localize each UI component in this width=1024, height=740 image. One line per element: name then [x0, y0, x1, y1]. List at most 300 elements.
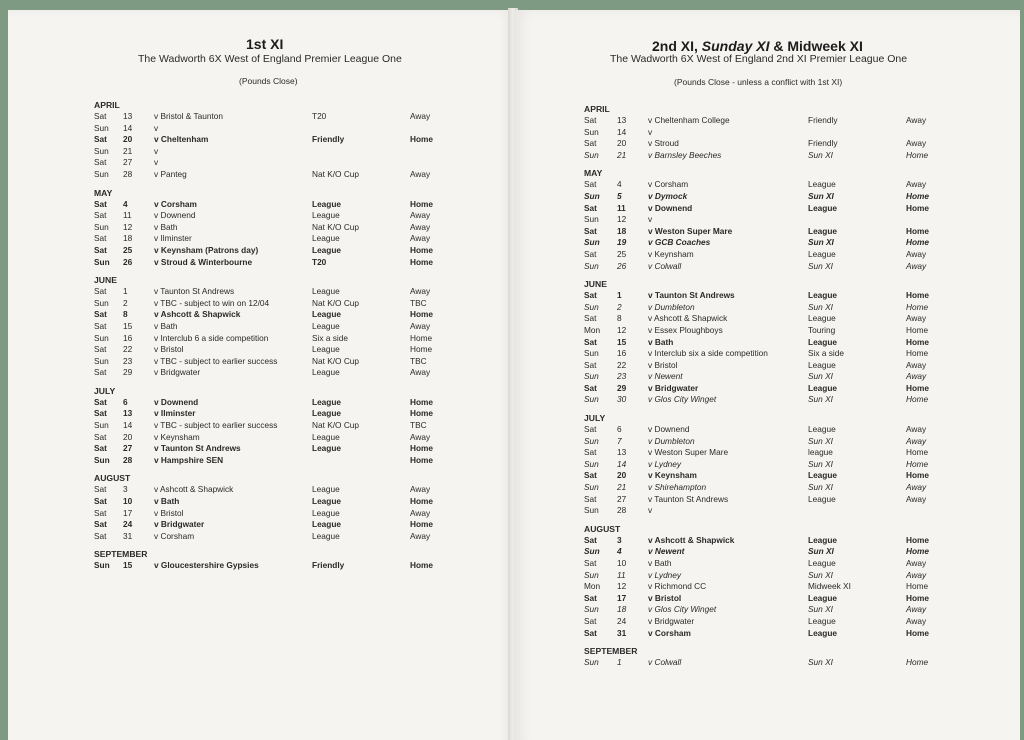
fixture-date: 18 — [617, 604, 627, 615]
fixture-venue: Home — [410, 309, 434, 320]
fixture-date: 11 — [617, 202, 626, 213]
fixture-venue: Home — [906, 592, 930, 603]
fixture-date: 24 — [123, 519, 133, 530]
fixture-date: 18 — [123, 233, 133, 244]
fixture-type: League — [808, 615, 836, 626]
fixture-row — [584, 290, 994, 302]
fixture-day: Sun — [584, 482, 599, 493]
fixture-date: 7 — [617, 435, 622, 446]
fixture-type: League — [808, 627, 838, 638]
fixture-opponent: v Bristol & Taunton — [154, 111, 224, 121]
fixture-opponent: v Gloucestershire Gypsies — [154, 560, 259, 571]
fixture-day: Sat — [584, 534, 597, 545]
fixture-day: Sun — [584, 604, 599, 615]
fixture-date: 27 — [123, 157, 133, 168]
fixture-type: Friendly — [312, 560, 345, 571]
fixture-row — [584, 436, 994, 448]
fixture-venue: Away — [906, 371, 927, 382]
first-xi-fixtures — [94, 100, 494, 572]
fixture-venue: Home — [410, 256, 434, 267]
fixture-date: 20 — [617, 138, 627, 149]
fixture-day: Sat — [584, 558, 597, 568]
fixture-opponent: v Bridgwater — [154, 519, 205, 530]
fixture-date: 30 — [617, 394, 627, 405]
fixture-row — [584, 628, 994, 640]
fixture-opponent: v Taunton St Andrews — [154, 443, 241, 454]
fixture-day: Sat — [584, 424, 597, 435]
fixture-opponent: v Bristol — [648, 359, 678, 370]
fixture-day: Sun — [584, 505, 599, 516]
fixture-row — [94, 496, 494, 508]
fixture-venue: Away — [906, 615, 927, 626]
fixture-row — [94, 519, 494, 531]
fixture-row — [94, 199, 494, 211]
fixture-row — [584, 226, 994, 238]
fixture-day: Sat — [94, 443, 107, 454]
month-heading: JUNE — [584, 279, 607, 290]
fixture-venue: Home — [410, 496, 434, 507]
month-heading: JUNE — [94, 275, 117, 286]
fixture-opponent: v Ilminster — [154, 233, 192, 244]
fixture-opponent: v Dumbleton — [648, 435, 695, 446]
fixture-opponent: v — [154, 157, 159, 168]
fixture-row — [94, 309, 494, 321]
fixture-type: League — [808, 558, 836, 568]
fixture-type: Sun XI — [808, 190, 834, 201]
second-xi-title-part-a: 2nd XI, — [652, 38, 702, 54]
fixture-type: League — [808, 248, 836, 259]
fixture-row — [94, 157, 494, 169]
fixture-venue: Home — [906, 149, 929, 160]
fixture-row — [584, 581, 994, 593]
fixture-date: 13 — [123, 408, 133, 419]
month-heading: AUGUST — [94, 473, 131, 484]
fixture-date: 20 — [123, 431, 133, 442]
fixture-venue: Away — [906, 248, 927, 259]
fixture-row — [94, 432, 494, 444]
fixture-type: League — [312, 484, 340, 495]
fixture-row — [584, 138, 994, 150]
fixture-venue: Away — [906, 260, 927, 271]
fixture-day: Sat — [584, 627, 597, 638]
fixture-date: 6 — [617, 424, 622, 435]
fixture-type: League — [312, 431, 340, 442]
fixture-row — [584, 447, 994, 459]
fixture-opponent: v Bristol — [648, 592, 682, 603]
fixture-venue: Home — [410, 198, 434, 209]
fixture-day: Sat — [584, 592, 597, 603]
fixture-opponent: v Taunton St Andrews — [648, 493, 729, 504]
fixture-row — [584, 150, 994, 162]
fixture-row — [94, 233, 494, 245]
fixture-venue: Home — [906, 534, 930, 545]
fixture-type: Sun XI — [808, 435, 833, 446]
fixture-day: Sat — [584, 202, 597, 213]
fixture-day: Sun — [94, 221, 109, 232]
fixture-date: 20 — [123, 134, 133, 145]
fixture-venue: Home — [906, 225, 930, 236]
fixture-date: 29 — [617, 382, 627, 393]
fixture-opponent: v Bridgwater — [154, 367, 201, 378]
fixture-day: Sat — [584, 115, 597, 125]
fixture-row — [584, 459, 994, 471]
fixture-opponent: v Bath — [154, 221, 178, 232]
fixture-type: Sun XI — [808, 604, 833, 615]
fixture-type: Sun XI — [808, 371, 833, 382]
fixture-opponent: v — [648, 214, 653, 225]
fixture-type: League — [808, 336, 838, 347]
fixture-type: Nat K/O Cup — [312, 355, 360, 366]
fixture-type: League — [312, 530, 340, 541]
fixture-row — [94, 257, 494, 269]
fixture-venue: Away — [410, 530, 431, 541]
fixture-date: 16 — [617, 348, 627, 359]
first-xi-title: 1st XI — [246, 36, 284, 52]
fixture-day: Sun — [584, 435, 599, 446]
fixture-date: 25 — [617, 248, 627, 259]
fixture-day: Sun — [584, 348, 599, 359]
fixture-opponent: v Bath — [648, 336, 674, 347]
fixture-venue: Away — [906, 115, 927, 125]
fixture-row — [584, 203, 994, 215]
fixture-row — [94, 455, 494, 467]
fixture-opponent: v Corsham — [648, 179, 689, 190]
fixture-date: 12 — [617, 324, 627, 335]
fixture-venue: Home — [906, 202, 930, 213]
fixture-day: Sat — [94, 320, 107, 331]
fixture-type: Friendly — [808, 115, 838, 125]
fixture-opponent: v Shirehampton — [648, 482, 707, 493]
fixture-day: Sat — [94, 408, 107, 419]
fixture-venue: Away — [906, 359, 927, 370]
fixture-opponent: v Ashcott & Shapwick — [154, 309, 241, 320]
fixture-date: 28 — [123, 168, 133, 179]
fixture-venue: Home — [410, 560, 434, 571]
fixture-row — [584, 348, 994, 360]
fixture-day: Sat — [94, 344, 107, 355]
fixture-row — [94, 508, 494, 520]
fixture-day: Sun — [584, 190, 600, 201]
fixture-day: Sat — [584, 615, 597, 626]
fixture-day: Sun — [94, 420, 109, 431]
fixture-date: 22 — [617, 359, 627, 370]
month-heading: JULY — [94, 385, 116, 396]
fixture-type: Nat K/O Cup — [312, 168, 360, 179]
fixture-date: 19 — [617, 237, 627, 248]
fixture-venue: Home — [410, 244, 434, 255]
fixture-row — [584, 313, 994, 325]
fixture-day: Sun — [94, 332, 109, 343]
fixture-date: 21 — [123, 145, 133, 156]
fixture-day: Sun — [584, 301, 599, 312]
fixture-type: League — [808, 534, 838, 545]
fixture-opponent: v Keynsham — [648, 470, 697, 481]
fixture-date: 2 — [123, 297, 128, 308]
fixture-row — [584, 371, 994, 383]
fixture-type: League — [312, 496, 342, 507]
fixture-date: 31 — [123, 530, 133, 541]
fixture-venue: Away — [906, 313, 927, 324]
fixture-date: 13 — [617, 447, 627, 458]
fixture-type: League — [312, 244, 342, 255]
fixture-type: League — [312, 367, 340, 378]
fixture-opponent: v Downend — [648, 424, 690, 435]
fixture-opponent: v Keynsham — [154, 431, 200, 442]
fixture-venue: Away — [906, 569, 927, 580]
fixture-day: Sun — [94, 122, 109, 133]
fixture-type: Sun XI — [808, 394, 833, 405]
fixture-venue: Home — [906, 324, 929, 335]
fixture-date: 27 — [617, 493, 627, 504]
fixture-type: League — [312, 408, 342, 419]
fixture-day: Sat — [94, 396, 107, 407]
fixture-row — [94, 333, 494, 345]
fixture-row — [94, 397, 494, 409]
fixture-date: 4 — [123, 198, 128, 209]
fixture-date: 26 — [617, 260, 627, 271]
fixture-row — [94, 286, 494, 298]
fixture-opponent: v Keynsham — [648, 248, 694, 259]
fixture-type: Sun XI — [808, 260, 833, 271]
fixture-opponent: v Corsham — [648, 627, 691, 638]
fixture-row — [584, 494, 994, 506]
fixture-day: Sat — [584, 470, 597, 481]
fixture-venue: Away — [410, 221, 431, 232]
fixture-row — [584, 535, 994, 547]
fixture-row — [94, 222, 494, 234]
fixture-type: T20 — [312, 256, 327, 267]
fixture-venue: Away — [410, 168, 431, 179]
fixture-venue: Away — [410, 320, 431, 331]
fixture-day: Sun — [584, 458, 599, 469]
fixture-date: 8 — [617, 313, 622, 324]
fixture-date: 1 — [617, 290, 622, 301]
fixture-day: Sat — [584, 336, 597, 347]
fixture-opponent: v TBC - subject to win on 12/04 — [154, 297, 270, 308]
fixture-venue: Home — [410, 408, 434, 419]
fixture-opponent: v Bath — [648, 558, 672, 568]
fixture-date: 11 — [123, 210, 132, 221]
fixture-row — [94, 169, 494, 181]
second-xi-title-part-c: & Midweek XI — [769, 38, 863, 54]
fixture-row — [584, 657, 994, 669]
second-xi-league: The Wadworth 6X West of England 2nd XI Premier League One — [610, 53, 908, 65]
fixture-day: Sat — [584, 225, 597, 236]
fixture-day: Sat — [584, 290, 597, 301]
fixture-day: Sat — [94, 519, 107, 530]
fixture-venue: Home — [410, 454, 434, 465]
fixture-row — [584, 470, 994, 482]
fixture-day: Sat — [584, 248, 597, 259]
fixture-type: Sun XI — [808, 546, 834, 557]
fixture-venue: Away — [410, 233, 431, 244]
fixture-opponent: v Hampshire SEN — [154, 454, 224, 465]
fixture-row — [584, 115, 994, 127]
fixture-venue: Home — [410, 134, 434, 145]
fixture-date: 13 — [123, 111, 133, 121]
fixture-row — [94, 531, 494, 543]
fixture-type: Nat K/O Cup — [312, 420, 360, 431]
fixture-type: Touring — [808, 324, 836, 335]
fixture-opponent: v Ashcott & Shapwick — [154, 484, 234, 495]
fixture-day: Sun — [94, 560, 110, 571]
second-xi-fixtures — [584, 104, 994, 669]
fixture-date: 22 — [123, 344, 133, 355]
fixture-venue: Home — [906, 546, 930, 557]
fixture-venue: Away — [906, 604, 927, 615]
fixture-row — [584, 261, 994, 273]
month-heading: MAY — [584, 168, 603, 179]
fixture-day: Sun — [584, 569, 599, 580]
fixture-type: league — [808, 447, 833, 458]
fixture-type: Six a side — [808, 348, 844, 359]
fixture-opponent: v Glos City Winget — [648, 394, 717, 405]
fixture-row — [584, 360, 994, 372]
fixture-row — [94, 408, 494, 420]
fixture-venue: Away — [410, 484, 431, 495]
fixture-row — [584, 325, 994, 337]
fixture-venue: Away — [906, 424, 927, 435]
fixture-day: Sat — [584, 447, 597, 458]
month-heading: APRIL — [584, 104, 610, 114]
fixture-day: Mon — [584, 581, 601, 592]
fixture-row — [584, 505, 994, 517]
fixture-row — [94, 134, 494, 146]
fixture-day: Sat — [584, 138, 597, 149]
second-xi-title — [652, 38, 863, 54]
fixture-venue: Home — [906, 290, 930, 301]
fixture-type: League — [808, 290, 838, 301]
fixture-opponent: v Cheltenham — [154, 134, 209, 145]
fixture-date: 12 — [123, 221, 133, 232]
fixture-date: 17 — [617, 592, 627, 603]
fixture-type: League — [808, 424, 836, 435]
fixture-venue: TBC — [410, 297, 427, 308]
fixture-day: Sat — [94, 309, 107, 320]
fixture-venue: Home — [906, 336, 930, 347]
fixture-row — [584, 214, 994, 226]
fixture-row — [584, 570, 994, 582]
fixture-date: 13 — [617, 115, 627, 125]
fixture-day: Sun — [94, 168, 109, 179]
fixture-opponent: v Interclub six a side competition — [648, 348, 768, 359]
fixture-row — [94, 344, 494, 356]
fixture-opponent: v Downend — [648, 202, 693, 213]
fixture-type: League — [808, 359, 836, 370]
fixture-day: Sat — [94, 286, 107, 297]
fixture-date: 18 — [617, 225, 627, 236]
fixture-date: 28 — [123, 454, 133, 465]
fixture-opponent: v Taunton St Andrews — [154, 286, 235, 297]
fixture-opponent: v Ashcott & Shapwick — [648, 313, 728, 324]
fixture-row — [584, 558, 994, 570]
fixture-type: League — [808, 470, 838, 481]
fixture-type: Nat K/O Cup — [312, 221, 360, 232]
fixture-venue: Away — [410, 286, 431, 297]
fixture-day: Sat — [94, 431, 107, 442]
fixture-venue: Home — [410, 396, 434, 407]
fixture-row — [94, 146, 494, 158]
fixture-row — [94, 210, 494, 222]
fixture-type: League — [312, 320, 340, 331]
fixture-opponent: v Cheltenham College — [648, 115, 730, 125]
fixture-type: League — [808, 225, 838, 236]
fixture-row — [584, 604, 994, 616]
fixture-day: Sat — [584, 359, 597, 370]
fixture-opponent: v TBC - subject to earlier success — [154, 355, 278, 366]
fixture-date: 17 — [123, 507, 133, 518]
fixture-type: Midweek XI — [808, 581, 851, 592]
fixture-opponent: v Stroud & Winterbourne — [154, 256, 253, 267]
fixture-venue: Home — [906, 382, 930, 393]
fixture-day: Sat — [584, 313, 597, 324]
month-heading: JULY — [584, 413, 606, 424]
fixture-date: 5 — [617, 190, 622, 201]
fixture-date: 1 — [123, 286, 128, 297]
fixture-row — [94, 111, 494, 123]
fixture-venue: Home — [906, 348, 929, 359]
fixture-type: League — [808, 592, 838, 603]
fixture-row — [584, 482, 994, 494]
fixture-opponent: v Lydney — [648, 569, 682, 580]
fixture-day: Sat — [94, 530, 107, 541]
fixture-opponent: v Essex Ploughboys — [648, 324, 723, 335]
fixture-venue: Away — [410, 111, 431, 121]
fixture-opponent: v Bath — [154, 496, 180, 507]
fixture-date: 3 — [123, 484, 128, 495]
fixture-type: League — [808, 313, 836, 324]
fixture-type: League — [312, 507, 340, 518]
fixture-day: Sun — [584, 126, 599, 137]
fixture-type: Sun XI — [808, 237, 834, 248]
fixture-day: Sun — [94, 256, 110, 267]
fixture-opponent: v Colwall — [648, 657, 682, 668]
fixture-date: 14 — [617, 126, 627, 137]
fixture-day: Mon — [584, 324, 601, 335]
first-xi-note: (Pounds Close) — [239, 76, 298, 86]
fixture-row — [94, 356, 494, 368]
fixture-date: 1 — [617, 657, 622, 668]
first-xi-league: The Wadworth 6X West of England Premier League One — [138, 53, 402, 65]
fixture-row — [584, 127, 994, 139]
fixture-opponent: v Newent — [648, 546, 685, 557]
fixture-day: Sun — [94, 355, 109, 366]
fixture-date: 15 — [123, 560, 133, 571]
fixture-venue: Home — [410, 519, 434, 530]
second-xi-title-part-b: Sunday XI — [701, 38, 770, 54]
fixture-opponent: v Barnsley Beeches — [648, 149, 722, 160]
fixture-day: Sun — [584, 149, 599, 160]
fixture-day: Sat — [94, 367, 107, 378]
fixture-type: Friendly — [312, 134, 345, 145]
fixture-type: League — [312, 309, 342, 320]
fixture-opponent: v Corsham — [154, 198, 197, 209]
month-heading: SEPTEMBER — [584, 646, 638, 657]
fixture-venue: Home — [906, 470, 930, 481]
fixture-date: 16 — [123, 332, 133, 343]
fixture-opponent: v Ashcott & Shapwick — [648, 534, 735, 545]
fixture-date: 28 — [617, 505, 627, 516]
fixture-opponent: v Taunton St Andrews — [648, 290, 735, 301]
fixture-opponent: v Interclub 6 a side competition — [154, 332, 269, 343]
fixture-row — [94, 560, 494, 572]
fixture-type: Nat K/O Cup — [312, 297, 360, 308]
fixture-day: Sat — [94, 496, 107, 507]
fixture-row — [94, 123, 494, 135]
fixture-venue: Away — [906, 138, 927, 149]
fixture-venue: Home — [410, 344, 433, 355]
month-heading: AUGUST — [584, 523, 621, 534]
